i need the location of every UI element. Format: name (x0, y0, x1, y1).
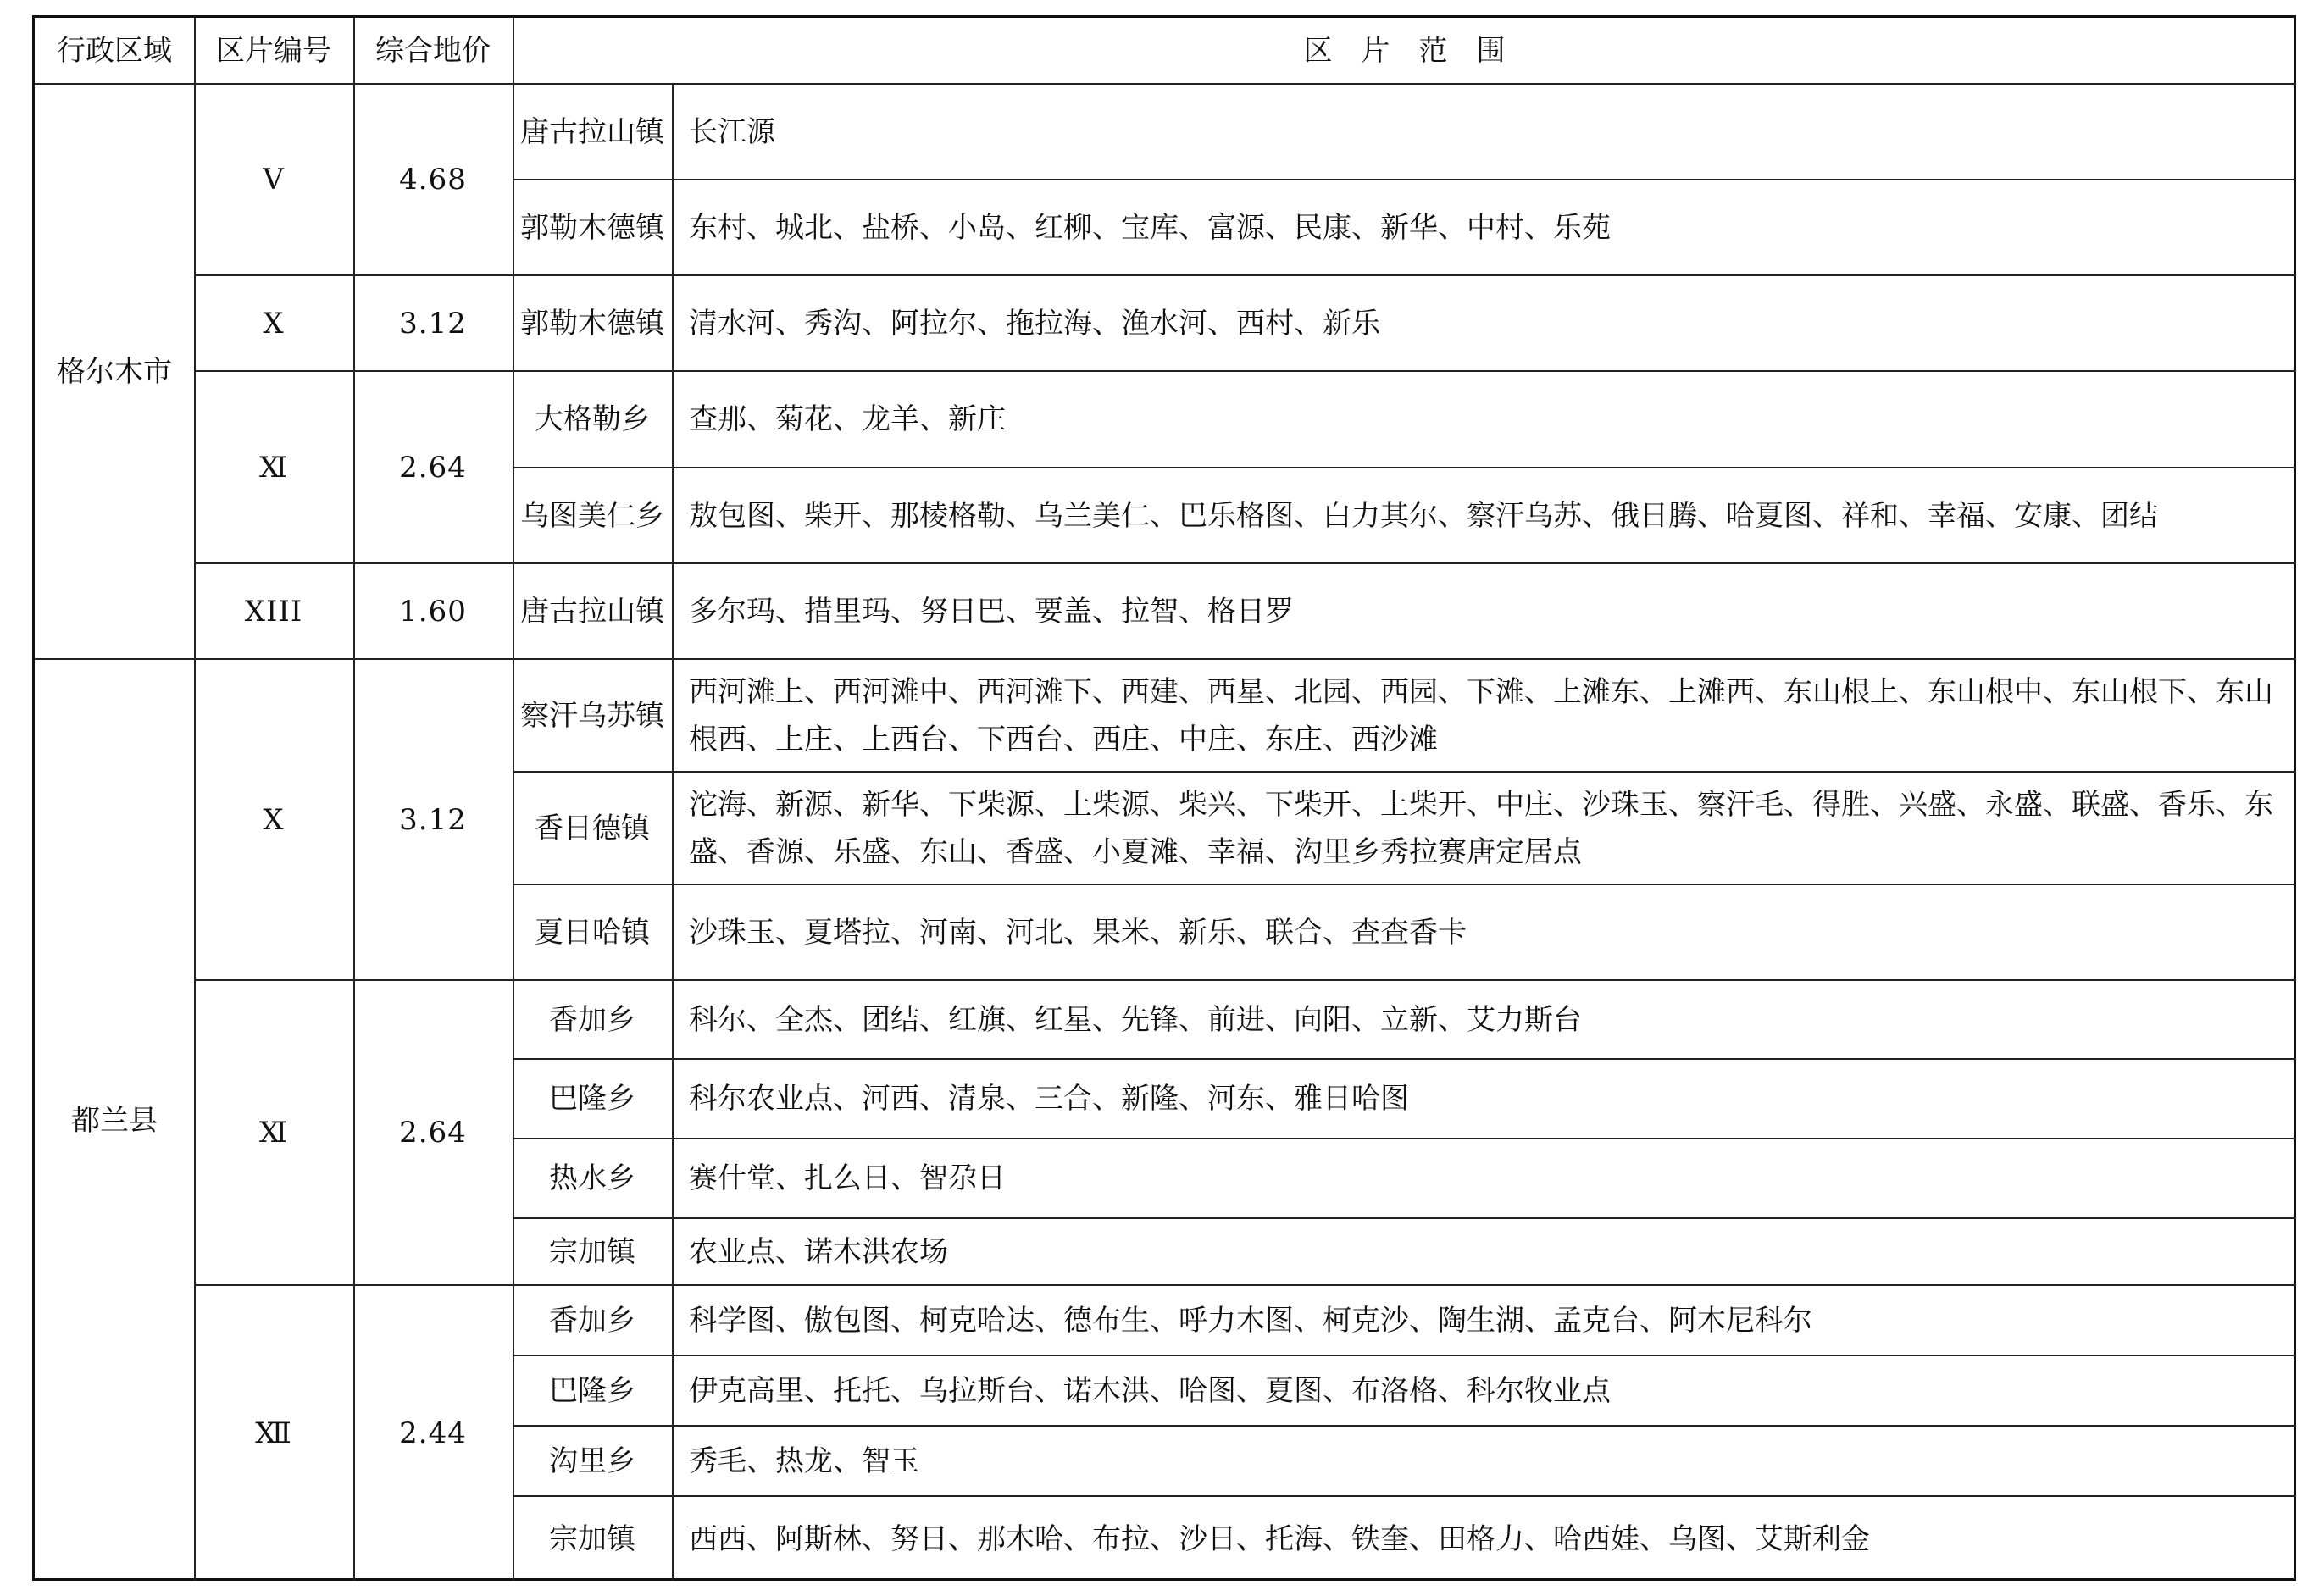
town-cell: 察汗乌苏镇 (520, 698, 664, 733)
land-price-table (32, 15, 2296, 1581)
zone-price-cell: 4.68 (399, 163, 467, 197)
zone-code-cell: Ⅹ (263, 802, 285, 837)
town-cell: 大格勒乡 (535, 402, 650, 436)
zone-code-cell: Ⅴ (263, 163, 285, 197)
range-cell: 科尔农业点、河西、清泉、三合、新隆、河东、雅日哈图 (689, 1082, 1409, 1116)
zone-price-cell: 2.44 (399, 1416, 467, 1450)
range-cell: 清水河、秀沟、阿拉尔、拖拉海、渔水河、西村、新乐 (689, 306, 1380, 341)
zone-price-cell: 2.64 (399, 1116, 467, 1150)
zone-code-cell: Ⅺ (259, 1116, 288, 1150)
region-cell: 格尔木市 (57, 354, 172, 389)
town-cell: 热水乡 (549, 1161, 635, 1195)
town-cell: 唐古拉山镇 (520, 114, 664, 149)
town-cell: 香加乡 (549, 1002, 635, 1037)
zone-code-cell: Ⅻ (255, 1416, 292, 1450)
town-cell: 巴隆乡 (549, 1082, 635, 1116)
range-cell: 敖包图、柴开、那棱格勒、乌兰美仁、巴乐格图、白力其尔、察汗乌苏、俄日腾、哈夏图、祥和、幸福、安康、团结 (689, 498, 2158, 533)
zone-code-cell: Ⅺ (259, 450, 288, 485)
header-price: 综合地价 (375, 33, 491, 68)
range-cell: 西河滩上、西河滩中、西河滩下、西建、西星、北园、西园、下滩、上滩东、上滩西、东山根上、东山根中、东山根下、东山根西、上庄、上西台、下西台、西庄、中庄、东庄、西沙滩 (689, 674, 2273, 756)
range-cell: 秀毛、热龙、智玉 (689, 1444, 919, 1478)
header-region: 行政区域 (57, 33, 172, 68)
town-cell: 巴隆乡 (549, 1373, 635, 1408)
range-cell: 查那、菊花、龙羊、新庄 (689, 402, 1006, 436)
zone-price-cell: 1.60 (399, 594, 467, 629)
range-cell: 农业点、诺木洪农场 (689, 1234, 948, 1269)
town-cell: 香日德镇 (535, 811, 650, 845)
header-zone-no: 区片编号 (216, 33, 331, 68)
town-cell: 宗加镇 (549, 1234, 635, 1269)
range-cell: 赛什堂、扎么日、智尕日 (689, 1161, 1006, 1195)
zone-price-cell: 3.12 (399, 306, 467, 341)
range-cell: 西西、阿斯林、努日、那木哈、布拉、沙日、托海、铁奎、田格力、哈西娃、乌图、艾斯利金 (689, 1521, 1870, 1556)
town-cell: 郭勒木德镇 (520, 210, 664, 245)
region-cell: 都兰县 (71, 1103, 158, 1138)
town-cell: 郭勒木德镇 (520, 306, 664, 341)
town-cell: 宗加镇 (549, 1521, 635, 1556)
zone-code-cell: Ⅹ (263, 306, 285, 341)
range-cell: 多尔玛、措里玛、努日巴、要盖、拉智、格日罗 (689, 594, 1294, 629)
town-cell: 香加乡 (549, 1303, 635, 1338)
range-cell: 沱海、新源、新华、下柴源、上柴源、柴兴、下柴开、上柴开、中庄、沙珠玉、察汗毛、得胜、兴盛、永盛、联盛、香乐、东盛、香源、乐盛、东山、香盛、小夏滩、幸福、沟里乡秀拉赛唐定居点 (689, 787, 2273, 869)
zone-price-cell: 3.12 (399, 802, 467, 837)
range-cell: 长江源 (689, 114, 775, 149)
range-cell: 沙珠玉、夏塔拉、河南、河北、果米、新乐、联合、查查香卡 (689, 915, 1467, 950)
town-cell: 乌图美仁乡 (520, 498, 664, 533)
zone-price-cell: 2.64 (399, 450, 467, 485)
range-cell: 科学图、傲包图、柯克哈达、德布生、呼力木图、柯克沙、陶生湖、孟克台、阿木尼科尔 (689, 1303, 1812, 1338)
range-cell: 东村、城北、盐桥、小岛、红柳、宝库、富源、民康、新华、中村、乐苑 (689, 210, 1611, 245)
zone-code-cell: XIII (244, 594, 303, 629)
town-cell: 沟里乡 (549, 1444, 635, 1478)
range-cell: 科尔、全杰、团结、红旗、红星、先锋、前进、向阳、立新、艾力斯台 (689, 1002, 1582, 1037)
header-range: 区 片 范 围 (1303, 33, 1506, 68)
town-cell: 唐古拉山镇 (520, 594, 664, 629)
town-cell: 夏日哈镇 (535, 915, 650, 950)
range-cell: 伊克高里、托托、乌拉斯台、诺木洪、哈图、夏图、布洛格、科尔牧业点 (689, 1373, 1611, 1408)
